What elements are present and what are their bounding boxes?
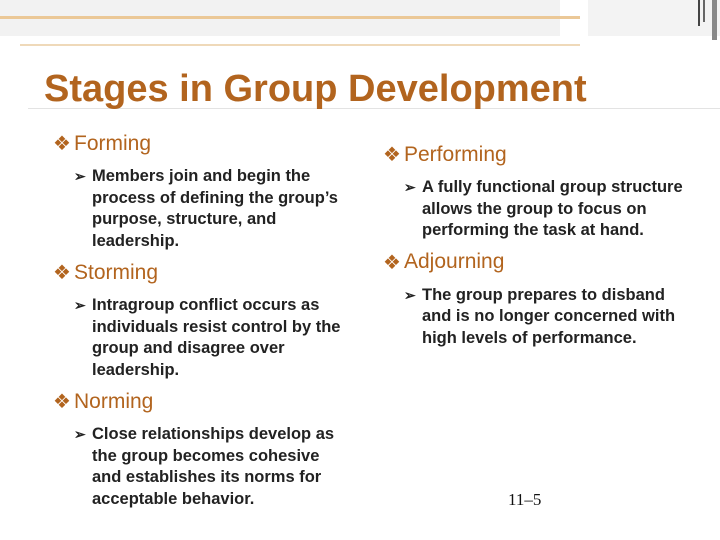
stage-heading-label: Performing: [404, 142, 507, 166]
right-column: [382, 142, 692, 349]
corner-stripe-3: [712, 0, 717, 40]
stage-description: [404, 285, 692, 350]
arrow-bullet-icon: ➢: [74, 297, 86, 313]
stage-heading: [52, 389, 350, 414]
arrow-bullet-icon: ➢: [404, 286, 416, 303]
stage-description-text: A fully functional group structure allows the group to focus on performing the task at hand.: [422, 178, 683, 239]
diamond-bullet-icon: ❖: [53, 262, 71, 284]
stage-heading: [52, 260, 350, 285]
stage-performing: [382, 142, 692, 242]
stage-description-text: The group prepares to disband and is no longer concerned with high levels of performance.: [422, 285, 676, 347]
stage-heading: [382, 250, 692, 275]
top-right-accent-bar: [588, 0, 720, 36]
stage-heading: [52, 131, 350, 156]
diamond-bullet-icon: ❖: [53, 133, 71, 155]
stage-description: [74, 166, 350, 252]
diamond-bullet-icon: ❖: [383, 251, 401, 274]
stage-heading-label: Forming: [74, 131, 152, 155]
top-accent-line: [0, 16, 580, 19]
stage-adjourning: [382, 250, 692, 350]
stage-norming: [52, 389, 350, 510]
corner-stripe-1: [698, 0, 700, 26]
stage-heading: [382, 142, 692, 167]
stage-description: [74, 424, 350, 510]
page-number: 11–5: [508, 490, 542, 509]
arrow-bullet-icon: ➢: [74, 168, 86, 184]
arrow-bullet-icon: ➢: [404, 179, 416, 195]
stage-description: [74, 295, 350, 381]
diamond-bullet-icon: ❖: [383, 144, 401, 166]
diamond-bullet-icon: ❖: [53, 391, 71, 413]
slide-title: Stages in Group Development: [44, 68, 587, 110]
stage-heading-label: Norming: [74, 389, 154, 413]
stage-heading-label: Adjourning: [404, 250, 505, 273]
stage-storming: [52, 260, 350, 381]
arrow-bullet-icon: ➢: [74, 426, 86, 442]
stage-forming: [52, 131, 350, 252]
stage-description-text: Close relationships develop as the group becomes cohesive and establishes its norms for acceptable behavior.: [92, 425, 335, 508]
left-column: [52, 131, 350, 510]
top-accent-line-2: [20, 44, 580, 46]
stage-heading-label: Storming: [74, 260, 159, 284]
stage-description-text: Intragroup conflict occurs as individuals resist control by the group and disagree over leadership.: [92, 296, 341, 379]
stage-description-text: Members join and begin the process of defining the group’s purpose, structure, and leadership.: [92, 167, 338, 250]
stage-description: [404, 177, 692, 242]
corner-stripe-2: [703, 0, 705, 22]
